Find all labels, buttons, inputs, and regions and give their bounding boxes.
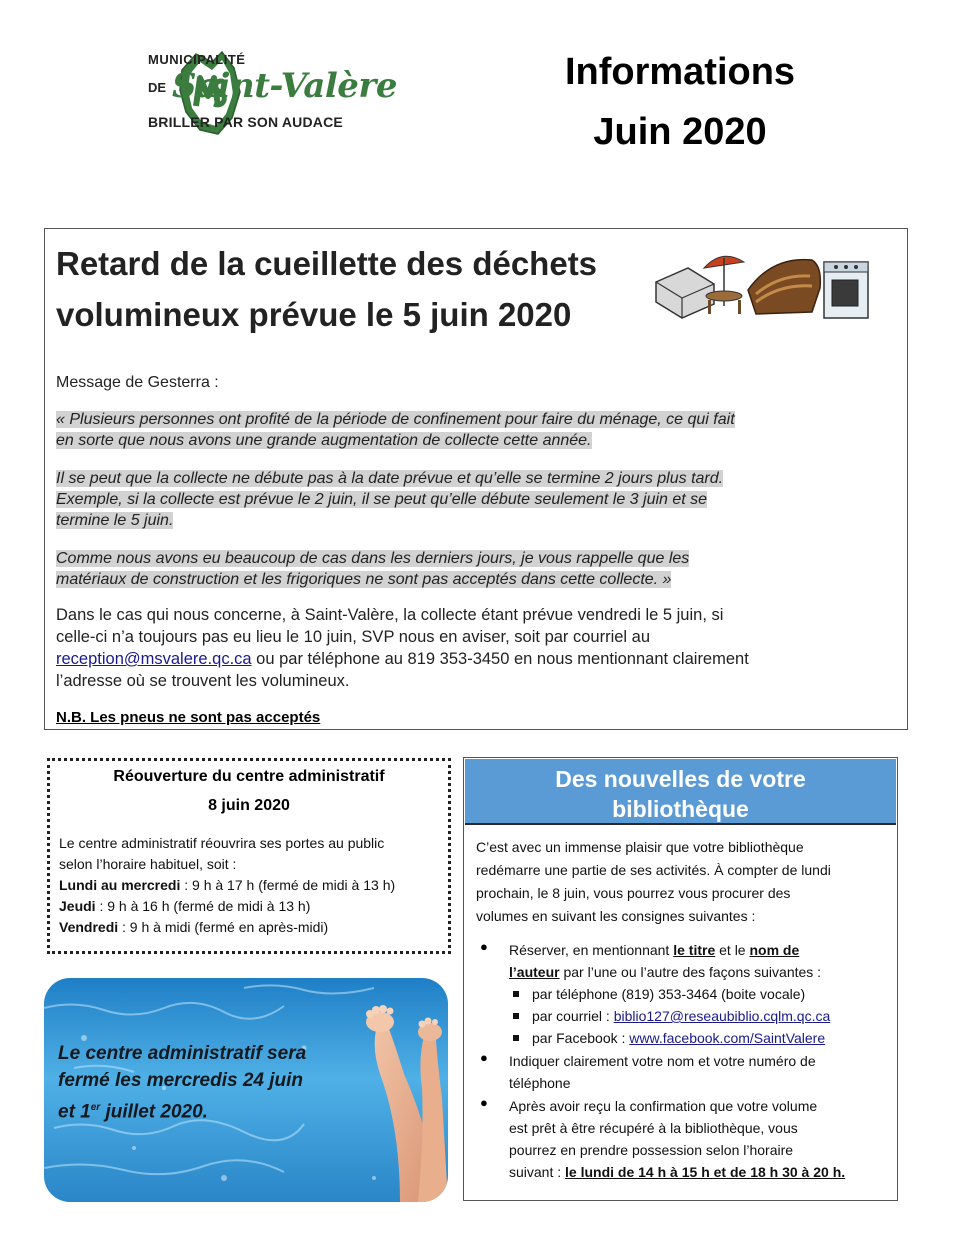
message-label: Message de Gesterra : bbox=[56, 374, 219, 391]
contact-line3: ou par téléphone au 819 353-3450 en nous mentionnant clairement bbox=[251, 650, 749, 668]
page-title bbox=[540, 42, 820, 162]
reserve-by-email bbox=[532, 1005, 830, 1027]
library-step-pickup bbox=[509, 1095, 894, 1183]
monwed-label: Lundi au mercredi bbox=[59, 877, 181, 893]
fri-label: Vendredi bbox=[59, 919, 119, 935]
reception-email-link[interactable]: reception@msvalere.qc.ca bbox=[56, 650, 252, 668]
quote3-line1: Comme nous avons eu beaucoup de cas dans les derniers jours, je vous rappelle que les bbox=[56, 550, 690, 567]
library-header-title bbox=[465, 764, 896, 824]
library-email-link[interactable]: biblio127@reseaubiblio.cqlm.qc.ca bbox=[613, 1008, 831, 1024]
library-header-line2: bibliothèque bbox=[612, 796, 749, 822]
contact-line4: l’adresse où se trouvent les volumineux. bbox=[56, 672, 350, 690]
contact-line1: Dans le cas qui nous concerne, à Saint-Valère, la collecte étant prévue vendredi le 5 juin, si bbox=[56, 606, 724, 624]
logo-name-text: Saint-Valère bbox=[172, 66, 397, 106]
bullet-icon: ● bbox=[480, 1050, 488, 1065]
closure-line3-b: juillet 2020. bbox=[100, 1101, 208, 1123]
step1-text-c: par l’une ou l’autre des façons suivantes : bbox=[559, 964, 822, 980]
tires-note bbox=[56, 709, 320, 726]
tires-note-text: N.B. Les pneus ne sont pas acceptés bbox=[56, 709, 321, 726]
quote1-line2: en sorte que nous avons une grande augmentation de collecte cette année. bbox=[56, 432, 592, 449]
logo-municipalite-text: MUNICIPALITÉ bbox=[148, 52, 246, 67]
logo-de-text: DE bbox=[148, 80, 167, 95]
square-bullet-icon bbox=[513, 991, 519, 997]
step3-line2: est prêt à être récupéré à la bibliothèque, vous bbox=[509, 1120, 798, 1136]
library-step-identify bbox=[509, 1050, 889, 1094]
library-step-reserve bbox=[509, 939, 889, 983]
reopening-line2: selon l’horaire habituel, soit : bbox=[59, 856, 237, 872]
library-intro-line4: volumes en suivant les consignes suivantes : bbox=[476, 908, 756, 924]
pickup-hours: le lundi de 14 h à 15 h et de 18 h 30 à 20 h. bbox=[565, 1164, 846, 1180]
quote3-line2: matériaux de construction et les frigoriques ne sont pas acceptés dans cette collecte. » bbox=[56, 571, 672, 588]
quote-paragraph-3 bbox=[56, 548, 906, 590]
bulky-waste-heading bbox=[56, 238, 656, 340]
step2-line2: téléphone bbox=[509, 1075, 571, 1091]
quote2-line3: termine le 5 juin. bbox=[56, 512, 174, 529]
reserve-by-phone: par téléphone (819) 353-3464 (boite vocale) bbox=[532, 986, 806, 1002]
step1-text-a: Réserver, en mentionnant bbox=[509, 942, 674, 958]
thu-hours: : 9 h à 16 h (fermé de midi à 13 h) bbox=[95, 898, 311, 914]
closure-line3 bbox=[58, 1094, 388, 1125]
closure-notice bbox=[58, 1040, 388, 1125]
contact-paragraph bbox=[56, 604, 896, 692]
email-label: par courriel : bbox=[532, 1008, 614, 1024]
square-bullet-icon bbox=[513, 1013, 519, 1019]
facebook-link[interactable]: www.facebook.com/SaintValere bbox=[629, 1030, 826, 1046]
step3-line4-a: suivant : bbox=[509, 1164, 566, 1180]
step1-title-emphasis: le titre bbox=[673, 942, 716, 958]
library-intro-line3: prochain, le 8 juin, vous pourrez vous procurer des bbox=[476, 885, 791, 901]
heading-line1: Retard de la cueillette des déchets bbox=[56, 245, 598, 282]
quote-paragraph-2 bbox=[56, 468, 906, 531]
schedule-thu bbox=[59, 896, 451, 917]
contact-line2: celle-ci n’a toujours pas eu lieu le 10 juin, SVP nous en aviser, soit par courriel au bbox=[56, 628, 651, 646]
quote1-line1: « Plusieurs personnes ont profité de la période de confinement pour faire du ménage, ce qui fait bbox=[56, 411, 735, 428]
quote2-line1: Il se peut que la collecte ne débute pas à la date prévue et qu’elle se termine 2 jours plus tard. bbox=[56, 470, 724, 487]
reopening-line1: Le centre administratif réouvrira ses portes au public bbox=[59, 835, 385, 851]
reopening-schedule bbox=[59, 833, 451, 938]
library-intro bbox=[476, 836, 888, 928]
page-title-line1: Informations bbox=[564, 51, 796, 93]
square-bullet-icon bbox=[513, 1035, 519, 1041]
quote-paragraph-1 bbox=[56, 409, 906, 451]
heading-line2: volumineux prévue le 5 juin 2020 bbox=[56, 296, 572, 333]
reopening-title: Réouverture du centre administratif bbox=[113, 768, 385, 785]
monwed-hours: : 9 h à 17 h (fermé de midi à 13 h) bbox=[180, 877, 396, 893]
closure-line2: fermé les mercredis 24 juin bbox=[58, 1070, 304, 1091]
bulky-items-illustration-icon bbox=[652, 246, 882, 326]
library-intro-line2: redémarre une partie de ses activités. À compter de lundi bbox=[476, 862, 831, 878]
schedule-monwed bbox=[59, 875, 451, 896]
step3-line1: Après avoir reçu la confirmation que votre volume bbox=[509, 1098, 818, 1114]
step1-name-emphasis: nom de bbox=[749, 942, 800, 958]
bullet-icon: ● bbox=[480, 939, 488, 954]
facebook-label: par Facebook : bbox=[532, 1030, 630, 1046]
closure-line1: Le centre administratif sera bbox=[58, 1043, 307, 1064]
step2-line1: Indiquer clairement votre nom et votre numéro de bbox=[509, 1053, 816, 1069]
quote2-line2: Exemple, si la collecte est prévue le 2 juin, il se peut qu’elle débute seulement le 3 juin et se bbox=[56, 491, 708, 508]
library-intro-line1: C’est avec un immense plaisir que votre bibliothèque bbox=[476, 839, 804, 855]
schedule-fri bbox=[59, 917, 451, 938]
closure-superscript: er bbox=[90, 1102, 101, 1113]
bullet-icon: ● bbox=[480, 1095, 488, 1110]
reserve-by-facebook bbox=[532, 1027, 825, 1049]
reopening-date: 8 juin 2020 bbox=[208, 797, 290, 814]
closure-line3-a: et 1 bbox=[58, 1101, 91, 1123]
page-title-line2: Juin 2020 bbox=[593, 111, 767, 153]
step3-line3: pourrez en prendre possession selon l’horaire bbox=[509, 1142, 794, 1158]
step1-author-emphasis: l’auteur bbox=[509, 964, 560, 980]
logo-slogan-text: BRILLER PAR SON AUDACE bbox=[148, 114, 343, 130]
fri-hours: : 9 h à midi (fermé en après-midi) bbox=[118, 919, 329, 935]
library-header-line1: Des nouvelles de votre bbox=[555, 766, 806, 792]
step1-text-b: et le bbox=[715, 942, 750, 958]
thu-label: Jeudi bbox=[59, 898, 96, 914]
